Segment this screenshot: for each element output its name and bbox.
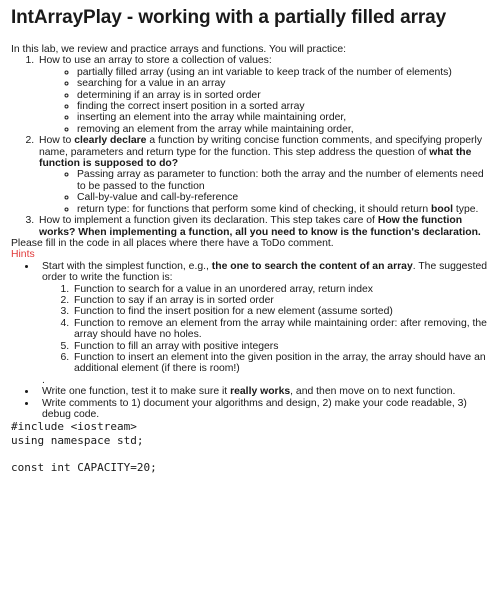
- function-order-list: [42, 284, 493, 375]
- list-item: 3. Function to find the insert position for a new element (assume sorted): [72, 306, 493, 317]
- intro-text: In this lab, we review and practice arrays and functions. You will practice:: [11, 44, 346, 55]
- practice-list: [11, 55, 493, 238]
- list-item: ◦ partially filled array (using an int variable to keep track of the number of elements): [77, 67, 493, 78]
- code-line: [11, 448, 493, 462]
- practice-item-text: How to implement a function given its declaration. This step takes care of: [39, 215, 378, 227]
- code-line: #include <iostream>: [11, 420, 137, 434]
- practice-sublist: [39, 67, 493, 135]
- emphasis-text: really works: [230, 386, 291, 398]
- hints-heading: Hints: [11, 249, 35, 261]
- page-title: IntArrayPlay - working with a partially filled array: [11, 7, 447, 28]
- list-item: ◦ determining if an array is in sorted order: [77, 90, 493, 101]
- practice-item-declare: [37, 135, 493, 215]
- hint-text: Write one function, test it to make sure it: [42, 386, 231, 398]
- list-item: 2. Function to say if an array is in sorted order: [72, 295, 493, 306]
- code-block: [11, 420, 493, 474]
- hint-item: • Write comments to 1) document your algorithms and design, 2) make your code readable, 3) debug code.: [37, 398, 493, 421]
- practice-item-implement: [37, 215, 493, 238]
- list-item: 4. Function to remove an element from the array while maintaining order: after removing, the array should have no holes.: [72, 318, 493, 341]
- hint-text: . The suggested order to write the function is:: [42, 260, 488, 284]
- hint-text: Start with the simplest function, e.g.,: [42, 260, 212, 272]
- hints-list: [11, 261, 493, 421]
- hint-item: [37, 261, 493, 386]
- hint-text: , and then move on to next function.: [290, 386, 456, 398]
- practice-item-text: a function by writing concise function comments, and specifying properly name, parameters and return type for the function. This step address the question of: [39, 135, 483, 158]
- emphasis-text: How the function works? When implementing a function, all you need to know is the function's declaration.: [39, 215, 481, 238]
- list-item: 6. Function to insert an element into the given position in the array, the array should have an additional element (if there is room!): [72, 352, 493, 375]
- emphasis-text: clearly declare: [74, 135, 147, 147]
- hint-item: [37, 386, 493, 397]
- list-item: ◦ removing an element from the array while maintaining order,: [77, 124, 493, 135]
- practice-sublist: [39, 169, 493, 215]
- stray-dot: .: [42, 374, 45, 386]
- code-line: using namespace std;: [11, 434, 144, 447]
- emphasis-text: what the function is supposed to do?: [39, 146, 472, 170]
- list-item: ◦ inserting an element into the array while maintaining order,: [77, 112, 493, 123]
- list-item: ◦ Call-by-value and call-by-reference: [77, 192, 493, 203]
- practice-item-text: How to use an array to store a collection of values:: [39, 55, 272, 67]
- list-item: ◦ Passing array as parameter to function: both the array and the number of elements need to be passed to the function: [77, 169, 493, 192]
- emphasis-text: the one to search the content of an array: [211, 260, 413, 272]
- list-item: 5. Function to fill an array with positive integers: [72, 341, 493, 352]
- list-item: ◦ finding the correct insert position in a sorted array: [77, 101, 493, 112]
- practice-item-arrays: [37, 55, 493, 135]
- list-item-text: type.: [452, 203, 479, 215]
- code-line: const int CAPACITY=20;: [11, 461, 157, 475]
- emphasis-text: bool: [431, 203, 453, 215]
- fill-note: Please fill in the code in all places where there have a ToDo comment.: [11, 237, 334, 249]
- list-item: 1. Function to search for a value in an unordered array, return index: [72, 284, 493, 295]
- list-item-text: return type: for functions that perform some kind of checking, it should return: [77, 203, 432, 215]
- list-item: [77, 204, 493, 215]
- practice-item-text: How to: [39, 135, 75, 147]
- list-item: ◦ searching for a value in an array: [77, 78, 493, 89]
